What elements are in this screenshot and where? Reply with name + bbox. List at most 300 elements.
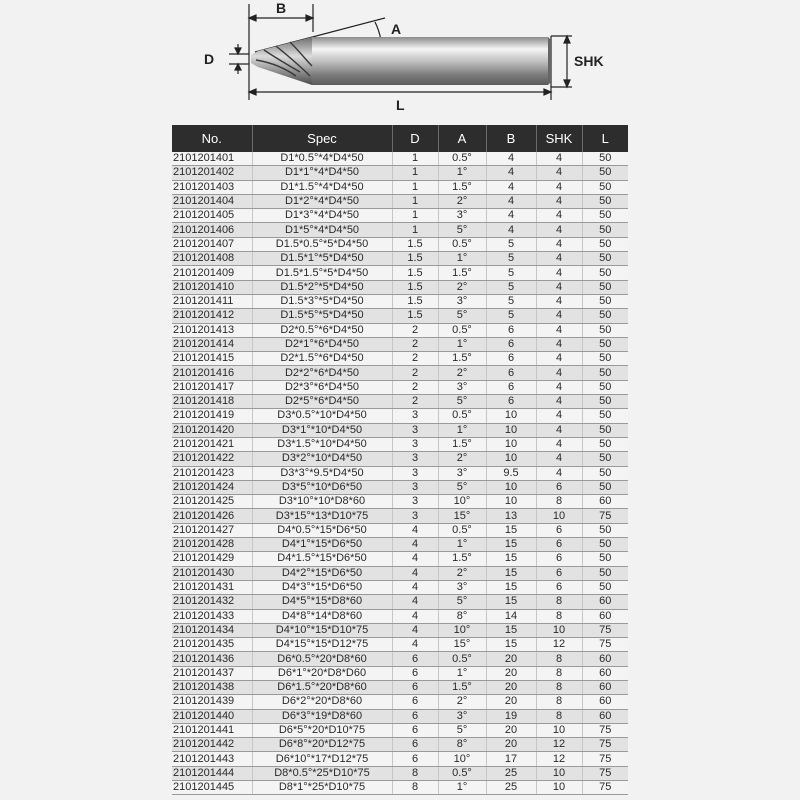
cell-a: 1.5° (438, 552, 486, 566)
cell-a: 2° (438, 452, 486, 466)
cell-b: 9.5 (486, 466, 536, 480)
cell-a: 2° (438, 194, 486, 208)
cell-no: 2101201414 (172, 337, 252, 351)
table-row (172, 738, 628, 752)
cell-l: 50 (582, 366, 628, 380)
cell-b: 15 (486, 538, 536, 552)
cell-shk: 6 (536, 552, 582, 566)
cell-l: 50 (582, 266, 628, 280)
cell-l: 60 (582, 652, 628, 666)
cell-d: 1.5 (392, 252, 438, 266)
cell-a: 3° (438, 466, 486, 480)
table-row (172, 223, 628, 237)
cell-l: 60 (582, 709, 628, 723)
cell-d: 3 (392, 480, 438, 494)
cell-shk: 6 (536, 538, 582, 552)
table-row (172, 380, 628, 394)
cell-d: 6 (392, 652, 438, 666)
cell-spec: D1*3°*4*D4*50 (252, 209, 392, 223)
cell-no: 2101201424 (172, 480, 252, 494)
table-row (172, 666, 628, 680)
cell-a: 1° (438, 337, 486, 351)
cell-b: 14 (486, 609, 536, 623)
cell-shk: 4 (536, 337, 582, 351)
cell-spec: D2*2°*6*D4*50 (252, 366, 392, 380)
cell-a: 5° (438, 480, 486, 494)
label-d: D (204, 51, 215, 67)
cell-a: 15° (438, 509, 486, 523)
cell-spec: D8*1°*25*D10*75 (252, 781, 392, 795)
cell-l: 50 (582, 566, 628, 580)
table-row (172, 309, 628, 323)
cell-d: 4 (392, 580, 438, 594)
cell-b: 20 (486, 723, 536, 737)
cell-a: 0.5° (438, 409, 486, 423)
cell-a: 1° (438, 252, 486, 266)
cell-a: 0.5° (438, 766, 486, 780)
header-a: A (438, 125, 486, 152)
cell-no: 2101201420 (172, 423, 252, 437)
label-b: B (276, 0, 287, 16)
cell-b: 4 (486, 209, 536, 223)
cell-b: 15 (486, 523, 536, 537)
cell-d: 2 (392, 337, 438, 351)
cell-l: 75 (582, 752, 628, 766)
cell-spec: D8*0.5°*25*D10*75 (252, 766, 392, 780)
cell-spec: D4*3°*15*D6*50 (252, 580, 392, 594)
cell-a: 3° (438, 380, 486, 394)
cell-d: 1.5 (392, 266, 438, 280)
cell-d: 1 (392, 152, 438, 166)
cell-spec: D1.5*5°*5*D4*50 (252, 309, 392, 323)
cell-no: 2101201422 (172, 452, 252, 466)
cell-l: 50 (582, 294, 628, 308)
cell-d: 3 (392, 466, 438, 480)
table-header-row (172, 125, 628, 152)
cell-l: 50 (582, 337, 628, 351)
cell-d: 6 (392, 709, 438, 723)
cell-l: 60 (582, 666, 628, 680)
cell-a: 2° (438, 366, 486, 380)
cell-l: 50 (582, 409, 628, 423)
cell-no: 2101201403 (172, 180, 252, 194)
cell-a: 10° (438, 623, 486, 637)
cell-shk: 12 (536, 752, 582, 766)
cell-a: 8° (438, 609, 486, 623)
cell-a: 0.5° (438, 323, 486, 337)
cell-no: 2101201442 (172, 738, 252, 752)
cell-shk: 4 (536, 223, 582, 237)
table-row (172, 495, 628, 509)
cell-a: 2° (438, 566, 486, 580)
cell-no: 2101201418 (172, 395, 252, 409)
cell-b: 19 (486, 709, 536, 723)
cell-spec: D1.5*2°*5*D4*50 (252, 280, 392, 294)
header-l: L (582, 125, 628, 152)
cell-shk: 4 (536, 466, 582, 480)
cell-spec: D3*2°*10*D4*50 (252, 452, 392, 466)
cell-a: 0.5° (438, 652, 486, 666)
cell-b: 5 (486, 237, 536, 251)
cell-spec: D1.5*3°*5*D4*50 (252, 294, 392, 308)
cell-a: 1° (438, 538, 486, 552)
cell-shk: 4 (536, 294, 582, 308)
cell-b: 15 (486, 566, 536, 580)
cell-no: 2101201425 (172, 495, 252, 509)
table-row (172, 194, 628, 208)
cell-spec: D1*5°*4*D4*50 (252, 223, 392, 237)
cell-no: 2101201441 (172, 723, 252, 737)
cell-shk: 4 (536, 194, 582, 208)
cell-no: 2101201434 (172, 623, 252, 637)
table-row (172, 609, 628, 623)
cell-a: 0.5° (438, 523, 486, 537)
cell-shk: 12 (536, 638, 582, 652)
table-row (172, 266, 628, 280)
cell-b: 20 (486, 738, 536, 752)
cell-no: 2101201406 (172, 223, 252, 237)
cell-a: 1.5° (438, 352, 486, 366)
cell-b: 10 (486, 495, 536, 509)
cell-d: 1 (392, 180, 438, 194)
table-body (172, 152, 628, 795)
cell-a: 5° (438, 223, 486, 237)
cell-spec: D1*2°*4*D4*50 (252, 194, 392, 208)
cell-d: 4 (392, 595, 438, 609)
cell-b: 4 (486, 223, 536, 237)
table-row (172, 580, 628, 594)
cell-l: 50 (582, 552, 628, 566)
cell-l: 75 (582, 766, 628, 780)
cell-shk: 4 (536, 380, 582, 394)
table-row (172, 623, 628, 637)
table-row (172, 423, 628, 437)
cell-d: 2 (392, 395, 438, 409)
cell-a: 3° (438, 709, 486, 723)
cell-b: 6 (486, 352, 536, 366)
cell-shk: 8 (536, 709, 582, 723)
cell-b: 5 (486, 294, 536, 308)
cell-shk: 4 (536, 395, 582, 409)
cell-d: 2 (392, 380, 438, 394)
cell-l: 75 (582, 738, 628, 752)
cell-l: 50 (582, 252, 628, 266)
cell-b: 4 (486, 180, 536, 194)
table-row (172, 595, 628, 609)
cell-no: 2101201443 (172, 752, 252, 766)
cell-shk: 10 (536, 766, 582, 780)
cell-b: 10 (486, 437, 536, 451)
cell-no: 2101201419 (172, 409, 252, 423)
cell-b: 25 (486, 766, 536, 780)
cell-no: 2101201426 (172, 509, 252, 523)
cell-shk: 10 (536, 623, 582, 637)
cell-shk: 4 (536, 166, 582, 180)
label-shk: SHK (574, 53, 604, 69)
cell-no: 2101201423 (172, 466, 252, 480)
cell-l: 50 (582, 466, 628, 480)
cell-shk: 4 (536, 366, 582, 380)
table-row (172, 638, 628, 652)
cell-l: 50 (582, 480, 628, 494)
cell-spec: D1.5*0.5°*5*D4*50 (252, 237, 392, 251)
cell-shk: 4 (536, 437, 582, 451)
cell-l: 50 (582, 352, 628, 366)
cell-d: 1.5 (392, 280, 438, 294)
cell-spec: D6*3°*19*D8*60 (252, 709, 392, 723)
cell-b: 20 (486, 695, 536, 709)
table-row (172, 752, 628, 766)
cell-shk: 8 (536, 609, 582, 623)
table-row (172, 709, 628, 723)
table-row (172, 323, 628, 337)
cell-no: 2101201412 (172, 309, 252, 323)
cell-no: 2101201404 (172, 194, 252, 208)
cell-a: 2° (438, 280, 486, 294)
cell-shk: 4 (536, 209, 582, 223)
tool-shank (312, 37, 548, 85)
table-row (172, 166, 628, 180)
table-row (172, 723, 628, 737)
cell-spec: D4*15°*15*D12*75 (252, 638, 392, 652)
cell-a: 1° (438, 423, 486, 437)
cell-b: 13 (486, 509, 536, 523)
cell-b: 6 (486, 323, 536, 337)
cell-b: 15 (486, 623, 536, 637)
cell-b: 5 (486, 252, 536, 266)
table-row (172, 538, 628, 552)
header-no: No. (172, 125, 252, 152)
cell-shk: 10 (536, 781, 582, 795)
cell-no: 2101201428 (172, 538, 252, 552)
cell-shk: 6 (536, 566, 582, 580)
cell-no: 2101201402 (172, 166, 252, 180)
cell-b: 20 (486, 666, 536, 680)
cell-b: 5 (486, 266, 536, 280)
cell-d: 4 (392, 523, 438, 537)
cell-d: 8 (392, 781, 438, 795)
cell-a: 1° (438, 781, 486, 795)
table-row (172, 509, 628, 523)
cell-a: 10° (438, 495, 486, 509)
cell-d: 3 (392, 437, 438, 451)
cell-l: 50 (582, 452, 628, 466)
cell-a: 0.5° (438, 237, 486, 251)
cell-shk: 6 (536, 480, 582, 494)
cell-shk: 8 (536, 652, 582, 666)
cell-d: 1 (392, 223, 438, 237)
cell-spec: D6*1.5°*20*D8*60 (252, 680, 392, 694)
cell-no: 2101201445 (172, 781, 252, 795)
table-row (172, 395, 628, 409)
cell-b: 10 (486, 452, 536, 466)
cell-no: 2101201438 (172, 680, 252, 694)
cell-d: 4 (392, 538, 438, 552)
cell-spec: D4*0.5°*15*D6*50 (252, 523, 392, 537)
table-row (172, 452, 628, 466)
cell-shk: 4 (536, 252, 582, 266)
cell-d: 4 (392, 566, 438, 580)
cell-no: 2101201435 (172, 638, 252, 652)
cell-no: 2101201427 (172, 523, 252, 537)
cell-spec: D2*5°*6*D4*50 (252, 395, 392, 409)
table-row (172, 566, 628, 580)
cell-l: 75 (582, 623, 628, 637)
cell-a: 1.5° (438, 180, 486, 194)
cell-l: 50 (582, 423, 628, 437)
cell-spec: D1*1°*4*D4*50 (252, 166, 392, 180)
cell-no: 2101201410 (172, 280, 252, 294)
cell-d: 3 (392, 509, 438, 523)
cell-d: 8 (392, 766, 438, 780)
cell-b: 4 (486, 194, 536, 208)
cell-d: 2 (392, 366, 438, 380)
cell-l: 50 (582, 280, 628, 294)
cell-l: 50 (582, 538, 628, 552)
cell-d: 3 (392, 409, 438, 423)
cell-d: 4 (392, 623, 438, 637)
cell-d: 2 (392, 323, 438, 337)
label-l: L (396, 97, 405, 113)
cell-shk: 6 (536, 523, 582, 537)
end-mill-tool (251, 37, 551, 85)
cell-spec: D4*5°*15*D8*60 (252, 595, 392, 609)
cell-no: 2101201431 (172, 580, 252, 594)
cell-shk: 10 (536, 723, 582, 737)
spec-table (172, 125, 628, 795)
cell-shk: 8 (536, 495, 582, 509)
cell-l: 50 (582, 395, 628, 409)
table-row (172, 680, 628, 694)
cell-b: 10 (486, 423, 536, 437)
cell-shk: 4 (536, 309, 582, 323)
cell-spec: D4*10°*15*D10*75 (252, 623, 392, 637)
cell-l: 60 (582, 609, 628, 623)
cell-spec: D4*1.5°*15*D6*50 (252, 552, 392, 566)
cell-no: 2101201411 (172, 294, 252, 308)
cell-a: 1.5° (438, 266, 486, 280)
cell-b: 20 (486, 652, 536, 666)
cell-a: 2° (438, 695, 486, 709)
header-spec: Spec (252, 125, 392, 152)
table-row (172, 466, 628, 480)
cell-spec: D1*1.5°*4*D4*50 (252, 180, 392, 194)
cell-a: 3° (438, 580, 486, 594)
cell-a: 3° (438, 294, 486, 308)
cell-no: 2101201432 (172, 595, 252, 609)
cell-l: 50 (582, 323, 628, 337)
cell-no: 2101201417 (172, 380, 252, 394)
cell-d: 4 (392, 638, 438, 652)
cell-d: 3 (392, 495, 438, 509)
cell-l: 50 (582, 309, 628, 323)
cell-d: 6 (392, 738, 438, 752)
cell-b: 20 (486, 680, 536, 694)
cell-no: 2101201429 (172, 552, 252, 566)
cell-d: 3 (392, 423, 438, 437)
dimension-shk (564, 36, 570, 87)
cell-b: 25 (486, 781, 536, 795)
cell-b: 15 (486, 595, 536, 609)
cell-l: 50 (582, 209, 628, 223)
cell-l: 50 (582, 237, 628, 251)
cell-d: 6 (392, 680, 438, 694)
header-shk: SHK (536, 125, 582, 152)
cell-shk: 4 (536, 280, 582, 294)
table-row (172, 180, 628, 194)
cell-shk: 6 (536, 580, 582, 594)
cell-shk: 4 (536, 423, 582, 437)
table-row (172, 781, 628, 795)
cell-shk: 4 (536, 352, 582, 366)
label-a: A (391, 21, 402, 37)
table-row (172, 437, 628, 451)
cell-no: 2101201430 (172, 566, 252, 580)
table-row (172, 152, 628, 166)
tool-dimension-diagram (0, 0, 800, 122)
cell-spec: D6*1°*20*D8*D60 (252, 666, 392, 680)
cell-spec: D6*0.5°*20*D8*60 (252, 652, 392, 666)
cell-b: 10 (486, 480, 536, 494)
table-row (172, 480, 628, 494)
cell-a: 1.5° (438, 437, 486, 451)
cell-no: 2101201415 (172, 352, 252, 366)
table-row (172, 766, 628, 780)
cell-b: 6 (486, 366, 536, 380)
cell-l: 50 (582, 523, 628, 537)
cell-shk: 4 (536, 452, 582, 466)
cell-spec: D4*1°*15*D6*50 (252, 538, 392, 552)
cell-shk: 12 (536, 738, 582, 752)
cell-a: 10° (438, 752, 486, 766)
cell-l: 60 (582, 595, 628, 609)
cell-spec: D1*0.5°*4*D4*50 (252, 152, 392, 166)
cell-shk: 4 (536, 266, 582, 280)
cell-l: 60 (582, 680, 628, 694)
table-row (172, 366, 628, 380)
table-row (172, 337, 628, 351)
cell-spec: D3*10°*10*D8*60 (252, 495, 392, 509)
cell-spec: D3*5°*10*D6*50 (252, 480, 392, 494)
cell-no: 2101201408 (172, 252, 252, 266)
table-row (172, 523, 628, 537)
cell-d: 1 (392, 166, 438, 180)
cell-d: 1.5 (392, 294, 438, 308)
cell-d: 1.5 (392, 237, 438, 251)
cell-shk: 8 (536, 695, 582, 709)
cell-b: 5 (486, 280, 536, 294)
cell-l: 60 (582, 695, 628, 709)
cell-a: 5° (438, 309, 486, 323)
cell-no: 2101201436 (172, 652, 252, 666)
cell-a: 0.5° (438, 152, 486, 166)
cell-spec: D1.5*1°*5*D4*50 (252, 252, 392, 266)
table-row (172, 252, 628, 266)
cell-b: 17 (486, 752, 536, 766)
cell-shk: 8 (536, 680, 582, 694)
table-row (172, 552, 628, 566)
table-row (172, 294, 628, 308)
cell-spec: D3*0.5°*10*D4*50 (252, 409, 392, 423)
cell-spec: D3*15°*13*D10*75 (252, 509, 392, 523)
cell-l: 50 (582, 380, 628, 394)
cell-l: 50 (582, 152, 628, 166)
cell-shk: 4 (536, 409, 582, 423)
cell-no: 2101201416 (172, 366, 252, 380)
cell-shk: 4 (536, 237, 582, 251)
cell-spec: D6*2°*20*D8*60 (252, 695, 392, 709)
cell-d: 2 (392, 352, 438, 366)
